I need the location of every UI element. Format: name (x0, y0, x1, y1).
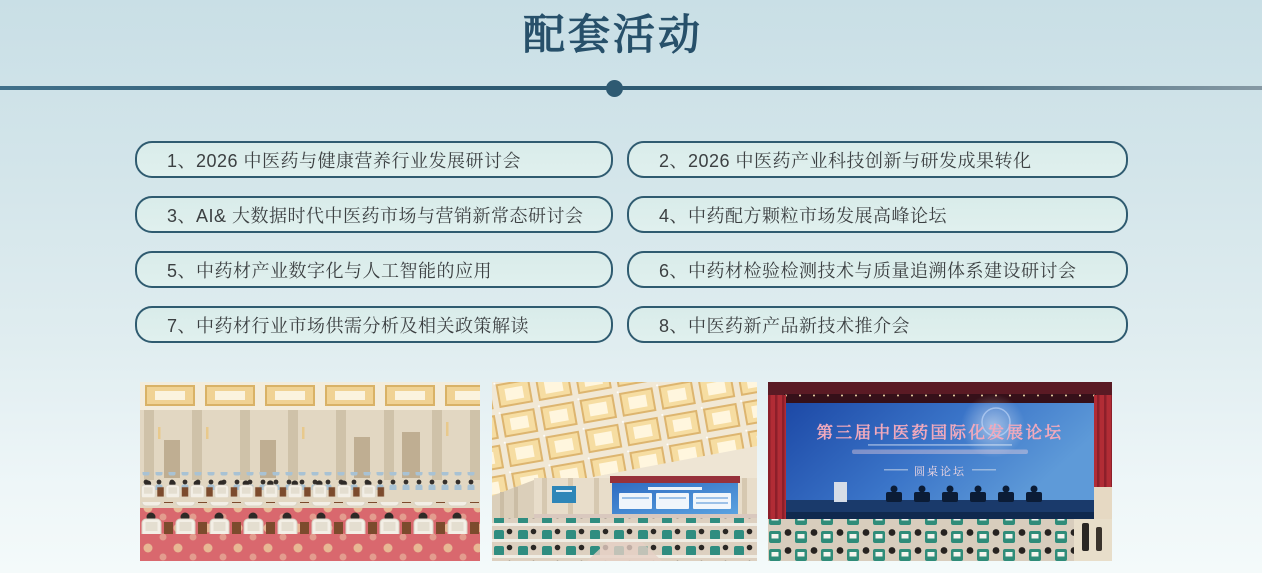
activity-label: 5、中药材产业数字化与人工智能的应用 (167, 260, 493, 281)
activity-list (135, 141, 1128, 343)
activity-label: 6、中药材检验检测技术与质量追溯体系建设研讨会 (659, 260, 1077, 281)
activity-item-4 (627, 196, 1128, 233)
activity-item-2 (627, 141, 1128, 178)
divider-line (0, 86, 1262, 90)
activity-item-7 (135, 306, 613, 343)
activity-label: 3、AI& 大数据时代中医药市场与营销新常态研讨会 (167, 205, 584, 226)
photo-conference-hall-armchairs (140, 382, 480, 561)
activity-item-5 (135, 251, 613, 288)
activity-label: 4、中药配方颗粒市场发展高峰论坛 (659, 205, 948, 226)
activity-label: 1、2026 中医药与健康营养行业发展研讨会 (167, 150, 522, 171)
activity-item-3 (135, 196, 613, 233)
activity-item-6 (627, 251, 1128, 288)
photo-forum-stage-screen (768, 382, 1112, 561)
activity-label: 8、中医药新产品新技术推介会 (659, 315, 911, 336)
stage-screen-title: 第三届中医药国际化发展论坛 (816, 424, 1064, 442)
activity-label: 7、中药材行业市场供需分析及相关政策解读 (167, 315, 530, 336)
activity-label: 2、2026 中医药产业科技创新与研发成果转化 (659, 150, 1032, 171)
photo-row (0, 382, 1262, 561)
activity-item-8 (627, 306, 1128, 343)
stage-screen-roundtable-label: 圆桌论坛 (914, 466, 966, 478)
divider-dot (606, 80, 623, 97)
page-title: 配套活动 (522, 10, 703, 59)
photo-conference-hall-ceiling (492, 382, 757, 561)
activity-item-1 (135, 141, 613, 178)
